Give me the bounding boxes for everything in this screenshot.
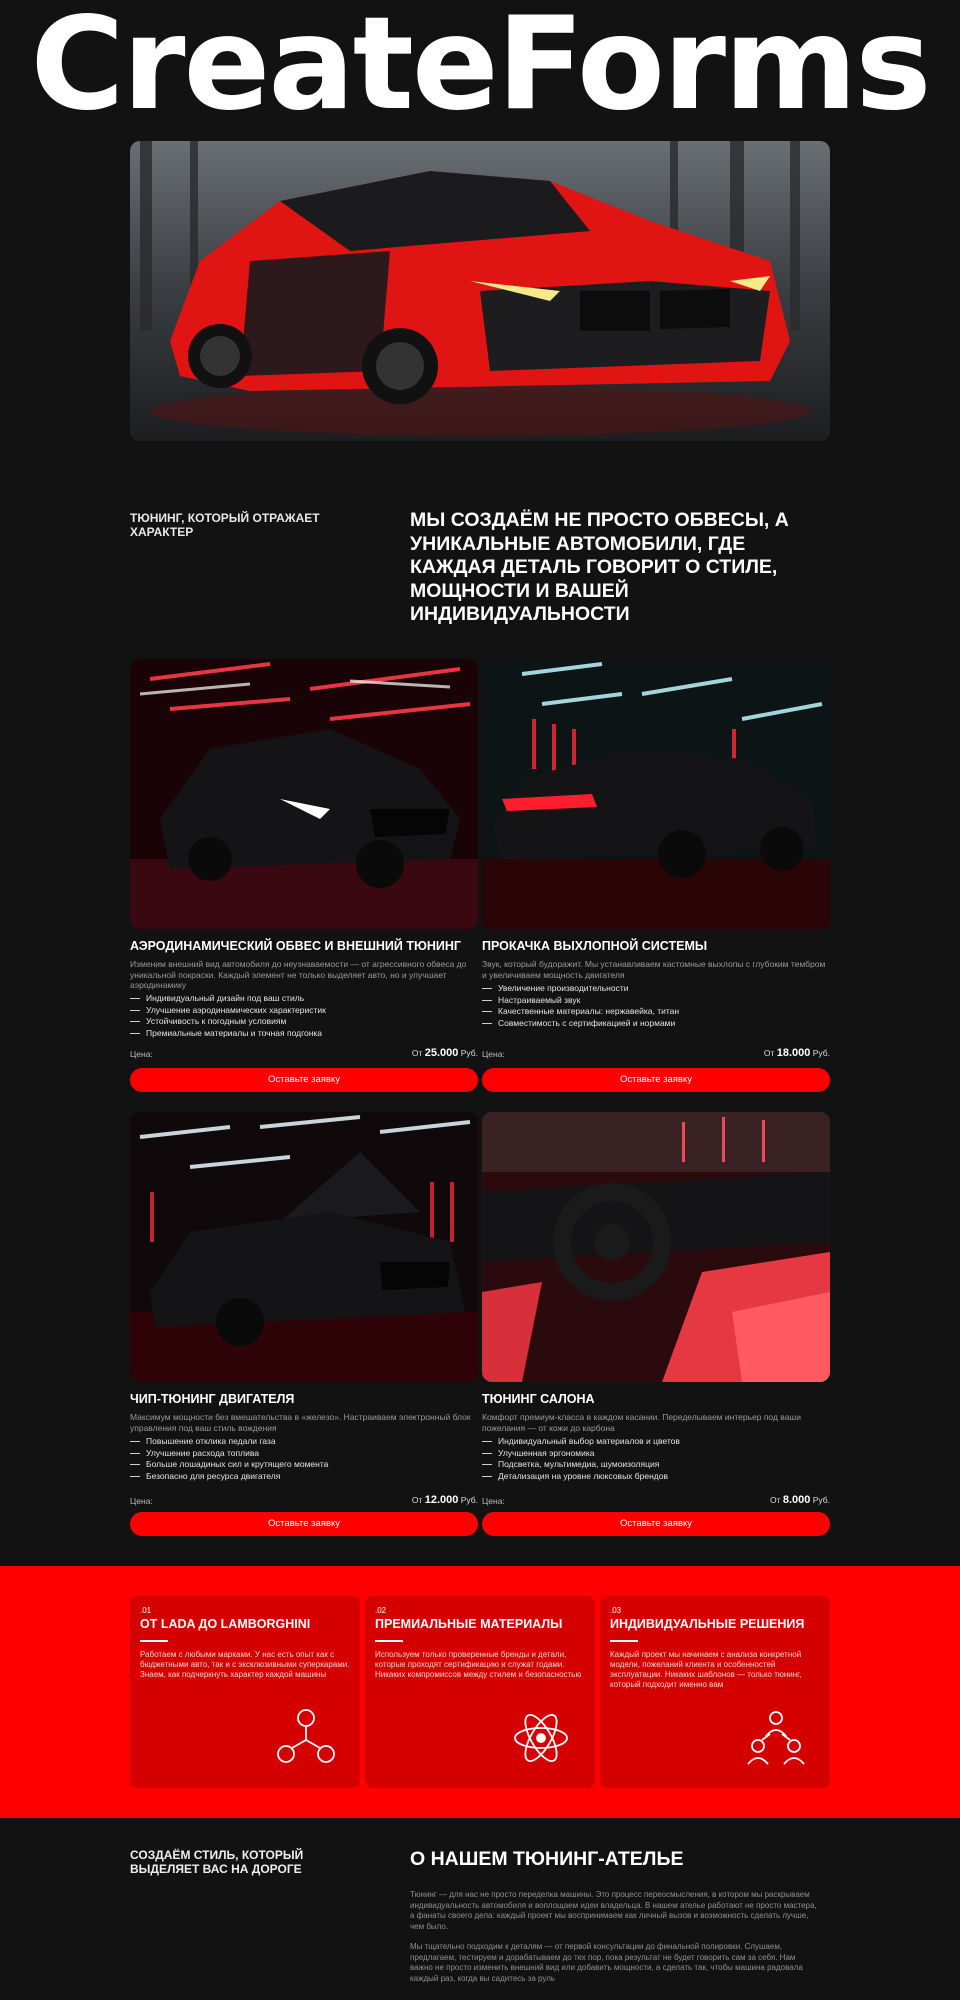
- feature-title: ОТ LADA ДО LAMBORGHINI: [140, 1617, 311, 1631]
- service-desc: Звук, который будоражит. Мы устанавливаем кастомные выхлопы с глубоким тембром и увеличиваем мощность двигателя: [482, 959, 826, 980]
- feature-text: Работаем с любыми марками. У нас есть опыт как с бюджетными авто, так и с эксклюзивными суперкарами. Знаем, как подчеркнуть характер каждой машины: [140, 1649, 350, 1679]
- service-features-list: [482, 983, 830, 1029]
- service-card-aero: [130, 659, 478, 1085]
- list-item: Улучшение расхода топлива: [130, 1448, 478, 1460]
- list-item: Повышение отклика педали газа: [130, 1436, 478, 1448]
- service-features-list: [482, 1436, 830, 1482]
- list-item: Индивидуальный выбор материалов и цветов: [482, 1436, 830, 1448]
- feature-number: .02: [375, 1606, 387, 1615]
- list-item: Увеличение производительности: [482, 983, 830, 995]
- service-desc: Комфорт премиум-класса в каждом касании. Переделываем интерьер под ваши пожелания — от кожи до карбона: [482, 1412, 801, 1433]
- divider: [375, 1640, 403, 1642]
- price-value: От 12.000 Руб.: [411, 1494, 478, 1506]
- request-button[interactable]: Оставьте заявку: [130, 1512, 478, 1536]
- list-item: Улучшение аэродинамических характеристик: [130, 1005, 478, 1017]
- service-title: ЧИП-ТЮНИНГ ДВИГАТЕЛЯ: [130, 1392, 295, 1406]
- feature-title: ПРЕМИАЛЬНЫЕ МАТЕРИАЛЫ: [375, 1617, 563, 1631]
- about-title: О НАШЕМ ТЮНИНГ-АТЕЛЬЕ: [410, 1848, 684, 1870]
- list-item: Настраиваемый звук: [482, 995, 830, 1007]
- divider: [610, 1640, 638, 1642]
- service-photo: [130, 659, 478, 929]
- service-features-list: [130, 993, 478, 1039]
- list-item: Подсветка, мультимедиа, шумоизоляция: [482, 1459, 830, 1471]
- feature-card-brands: [130, 1596, 360, 1788]
- atom-icon: [509, 1706, 573, 1770]
- service-photo: [130, 1112, 478, 1382]
- service-photo: [482, 1112, 830, 1382]
- intro-tagline: ТЮНИНГ, КОТОРЫЙ ОТРАЖАЕТ ХАРАКТЕР: [130, 511, 320, 539]
- service-title: ТЮНИНГ САЛОНА: [482, 1392, 595, 1406]
- list-item: Улучшенная эргономика: [482, 1448, 830, 1460]
- service-desc: Максимум мощности без вмешательства в «железо». Настраиваем электронный блок управления под ваш стиль вождения: [130, 1412, 471, 1433]
- brand-logo[interactable]: CreateForms: [30, 0, 930, 139]
- list-item: Индивидуальный дизайн под ваш стиль: [130, 993, 478, 1005]
- price-value: От 25.000 Руб.: [411, 1047, 478, 1059]
- list-item: Премиальные материалы и точная подгонка: [130, 1028, 478, 1040]
- service-features-list: [130, 1436, 478, 1482]
- request-button[interactable]: Оставьте заявку: [130, 1068, 478, 1092]
- divider: [140, 1640, 168, 1642]
- service-photo: [482, 659, 830, 929]
- price-label: Цена:: [130, 1496, 153, 1506]
- feature-title: ИНДИВИДУАЛЬНЫЕ РЕШЕНИЯ: [610, 1617, 805, 1631]
- feature-number: .03: [610, 1606, 622, 1615]
- feature-text: Каждый проект мы начинаем с анализа конкретной модели, пожеланий клиента и особенностей эксплуатации. Никаких шаблонов — только тюнинг, который подходит именно вам: [610, 1649, 802, 1689]
- list-item: Устойчивость к погодным условиям: [130, 1016, 478, 1028]
- service-card-interior: [482, 1112, 830, 1529]
- feature-number: .01: [140, 1606, 152, 1615]
- feature-text: Используем только проверенные бренды и детали, которые проходят сертификацию и служат годами. Никаких компромиссов между стилем и безопасностью: [375, 1649, 582, 1679]
- feature-card-materials: [365, 1596, 595, 1788]
- feature-card-solutions: [600, 1596, 830, 1788]
- service-card-chip: [130, 1112, 478, 1529]
- list-item: Детализация на уровне люксовых брендов: [482, 1471, 830, 1483]
- list-item: Качественные материалы: нержавейка, титан: [482, 1006, 830, 1018]
- price-value: От 18.000 Руб.: [763, 1047, 830, 1059]
- request-button[interactable]: Оставьте заявку: [482, 1068, 830, 1092]
- price-label: Цена:: [482, 1049, 505, 1059]
- hero-image: [130, 141, 830, 441]
- service-title: ПРОКАЧКА ВЫХЛОПНОЙ СИСТЕМЫ: [482, 939, 708, 953]
- about-paragraph: Мы тщательно подходим к деталям — от первой консультации до финальной полировки. Слушаем, предлагаем, тестируем и дорабатываем до тех пор, пока результат не будет говорить сам за себя. Нам важно не просто изменить внешний вид или добавить мощности, а сделать так, чтобы машина радовала каждый раз, когда вы садитесь за руль: [410, 1942, 803, 1983]
- list-item: Безопасно для ресурса двигателя: [130, 1471, 478, 1483]
- list-item: Больше лошадиных сил и крутящего момента: [130, 1459, 478, 1471]
- intro-headline: МЫ СОЗДАЁМ НЕ ПРОСТО ОБВЕСЫ, А УНИКАЛЬНЫЕ АВТОМОБИЛИ, ГДЕ КАЖДАЯ ДЕТАЛЬ ГОВОРИТ О СТИЛЕ, МОЩНОСТИ И ВАШЕЙ ИНДИВИДУАЛЬНОСТИ: [410, 509, 789, 625]
- service-title: АЭРОДИНАМИЧЕСКИЙ ОБВЕС И ВНЕШНИЙ ТЮНИНГ: [130, 939, 461, 953]
- request-button[interactable]: Оставьте заявку: [482, 1512, 830, 1536]
- price-value: От 8.000 Руб.: [769, 1494, 830, 1506]
- service-card-exhaust: [482, 659, 830, 1085]
- about-paragraph: Тюнинг — для нас не просто переделка машины. Это процесс переосмысления, в котором мы раскрываем индивидуальность автомобиля и воплощаем идеи владельца. В нашем ателье работают не просто мастера, а фанаты своего дела: каждый проект мы воспринимаем как личный вызов и возможность сделать лучше, чем было.: [410, 1890, 817, 1931]
- price-label: Цена:: [482, 1496, 505, 1506]
- list-item: Совместимость с сертификацией и нормами: [482, 1018, 830, 1030]
- service-desc: Изменим внешний вид автомобиля до неузнаваемости — от агрессивного обвеса до уникальной покраски. Каждый элемент не только выделяет авто, но и улучшает аэродинамику: [130, 959, 467, 990]
- team-icon: [744, 1706, 808, 1770]
- price-label: Цена:: [130, 1049, 153, 1059]
- about-tagline: СОЗДАЁМ СТИЛЬ, КОТОРЫЙ ВЫДЕЛЯЕТ ВАС НА ДОРОГЕ: [130, 1848, 304, 1876]
- network-icon: [274, 1706, 338, 1770]
